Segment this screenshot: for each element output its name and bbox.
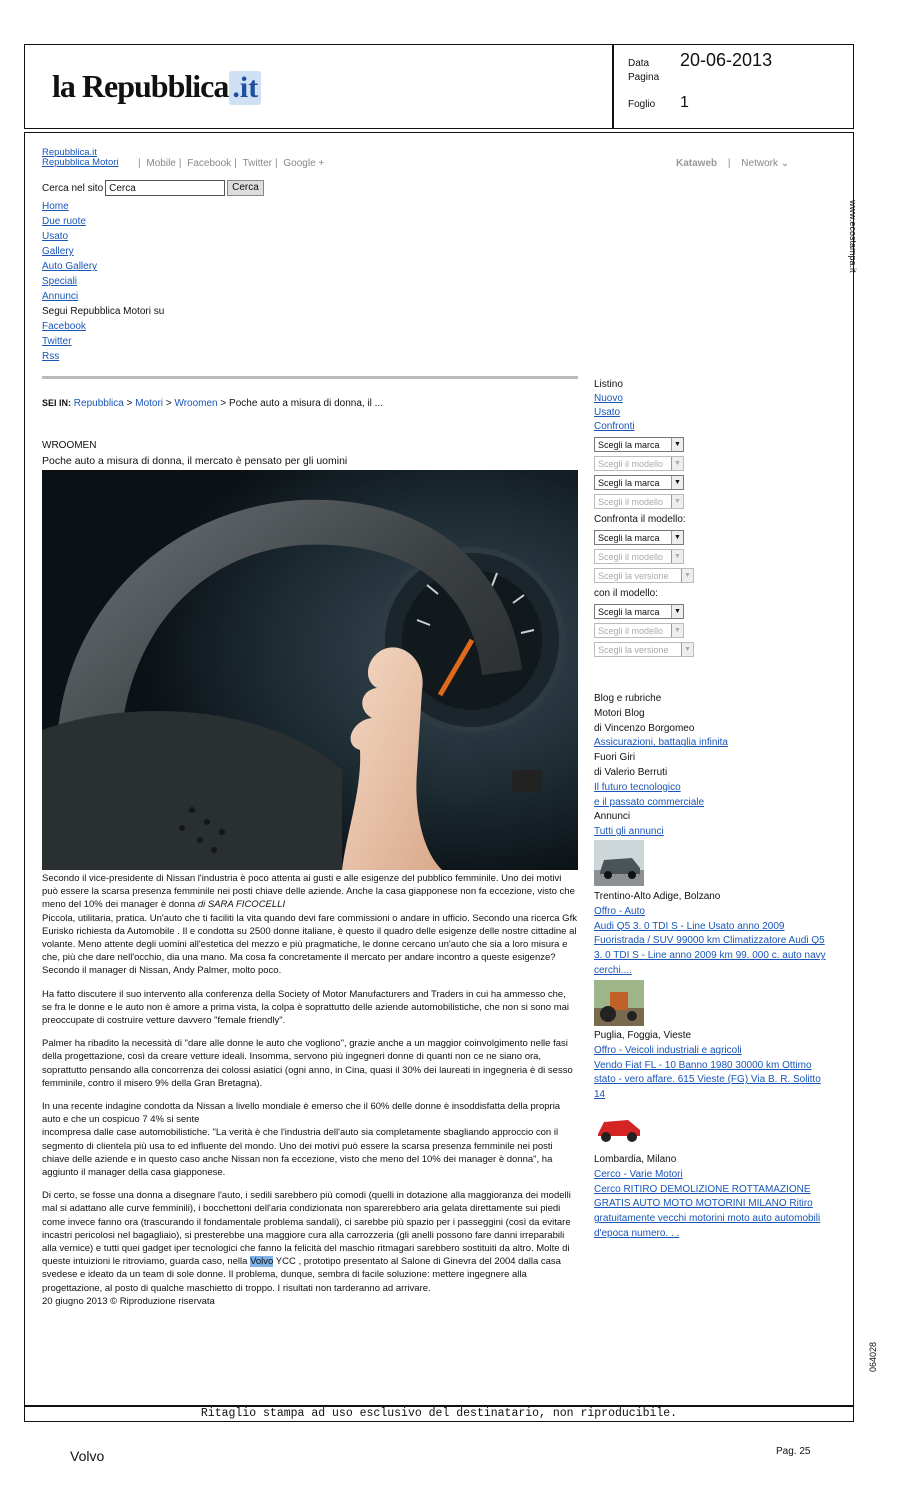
- ad-1-location: Trentino-Alto Adige, Bolzano: [594, 891, 721, 902]
- ad-1: [594, 890, 834, 979]
- tractor-photo-icon: [594, 980, 644, 1026]
- blog-2-author: di Valerio Berruti: [594, 766, 668, 778]
- select-model-3[interactable]: Scegli il modello ▼: [594, 549, 684, 564]
- article-footer: 20 giugno 2013 © Riproduzione riservata: [42, 1295, 215, 1307]
- with-label: con il modello:: [594, 588, 658, 599]
- dropdown-arrow-icon: ▼: [671, 605, 683, 618]
- ads-all-link[interactable]: Tutti gli annunci: [594, 826, 664, 838]
- sheet-value: 1: [680, 94, 689, 111]
- dropdown-arrow-icon: ▼: [671, 495, 683, 508]
- compare-label: Confronta il modello:: [594, 514, 686, 525]
- nav-item-auto-gallery[interactable]: Auto Gallery: [42, 261, 98, 272]
- steering-wheel-photo: [42, 470, 578, 870]
- header-divider: [612, 44, 614, 129]
- listino-link-nuovo[interactable]: Nuovo: [594, 393, 623, 404]
- search-button[interactable]: Cerca: [227, 180, 264, 196]
- dropdown-arrow-icon: ▼: [671, 457, 683, 470]
- ad-3-category[interactable]: Cerco - Varie Motori: [594, 1168, 683, 1180]
- article-paragraph-1: Secondo il vice-presidente di Nissan l'industria è poco attenta ai gusti e alle esigenze del pubblico femminile. Uno dei motivi può essere la scarsa presenza femminile nei posti chiave delle aziende. Anche la casa giapponese non fa eccezione, visto che meno del 10% dei manager è donna: [42, 873, 575, 911]
- listino-panel: [594, 378, 834, 661]
- search-label: Cerca nel sito: [42, 182, 104, 194]
- search-bar: [42, 180, 264, 196]
- select-brand-2[interactable]: Scegli la marca ▼: [594, 475, 684, 490]
- nav-item-gallery[interactable]: Gallery: [42, 246, 74, 257]
- blog-2-link-2[interactable]: e il passato commerciale: [594, 796, 705, 808]
- select-brand-4[interactable]: Scegli la marca ▼: [594, 604, 684, 619]
- dropdown-arrow-icon: ▼: [671, 476, 683, 489]
- dropdown-arrow-icon: ▼: [681, 569, 693, 582]
- select-brand-1[interactable]: Scegli la marca ▼: [594, 437, 684, 452]
- select-model-4[interactable]: Scegli il modello ▼: [594, 623, 684, 638]
- blog-2-name: Fuori Giri: [594, 752, 636, 764]
- listino-link-usato[interactable]: Usato: [594, 407, 621, 418]
- social-twitter[interactable]: Twitter: [42, 336, 72, 347]
- topnav: Repubblica.it Repubblica Motori | Mobile | Facebook | Twitter | Google + Kataweb | Network ⌄: [42, 147, 790, 169]
- article-title: Poche auto a misura di donna, il mercato è pensato per gli uomini: [42, 455, 348, 467]
- article-image: [42, 470, 578, 870]
- article-paragraph-2: Piccola, utilitaria, pratica. Un'auto che ti faciliti la vita quando devi fare commissioni o andare in ufficio. Secondo una ricerca Gfk Eurisko richiesta da Automobile . Il e condotta su 2500 donne italiane, è questo il quadro delle esigenze delle nostre cittadine al volante. Meno attente degli uomini all'estetica del mezzo e più pragmatiche, le donne cercano un'auto che sia a loro misura e che, più che dare nell'occhio, dia una mano. Ma cosa fa concretamente il mercato per andare incontro a queste esigenze? Secondo il manager di Nissan, Andy Palmer, molto poco.: [42, 912, 577, 977]
- topnav-link-motori[interactable]: Repubblica Motori: [42, 157, 119, 168]
- nav-item-speciali[interactable]: Speciali: [42, 276, 78, 287]
- blog-1-link[interactable]: Assicurazioni, battaglia infinita: [594, 737, 728, 749]
- reproduction-notice: Ritaglio stampa ad uso esclusivo del destinatario, non riproducibile.: [200, 1407, 678, 1420]
- topnav-link-googleplus[interactable]: Google +: [283, 158, 325, 169]
- kataweb-logo[interactable]: Kataweb: [676, 158, 718, 169]
- dropdown-arrow-icon: ▼: [671, 624, 683, 637]
- header-meta: [628, 50, 848, 116]
- side-margin-code: 064028: [868, 1341, 878, 1372]
- social-facebook[interactable]: Facebook: [42, 321, 86, 332]
- social-rss[interactable]: Rss: [42, 351, 60, 362]
- dropdown-arrow-icon: ▼: [671, 550, 683, 563]
- blog-1-name: Motori Blog: [594, 707, 645, 719]
- article-paragraph-5b: incompresa dalle case automobilistiche. "La verità è che l'industria dell'auto sia completamente sbagliando approccio con il segmento di clientela più usa to ed influente del mondo. Uno dei motivi può essere la scarsa presenza femminile nei posti chiave delle aziende e in questo caso anche Nissan non fa eccezione, visto che meno del 10% dei manager è donna", ha aggiunto il manager della casa giapponese.: [42, 1127, 559, 1179]
- ad-3-text[interactable]: Cerco RITIRO DEMOLIZIONE ROTTAMAZIONE GRATIS AUTO MOTO MOTORINI MILANO Ritiro gratuitamente vecchi motorini moto auto automobili d'epoca numero. . .: [594, 1183, 821, 1239]
- listino-link-confronti[interactable]: Confronti: [594, 421, 635, 432]
- breadcrumb-prefix: SEI IN:: [42, 398, 72, 408]
- dropdown-arrow-icon: ▼: [671, 531, 683, 544]
- ad-2-location: Puglia, Foggia, Vieste: [594, 1030, 692, 1041]
- ad-3: [594, 1153, 834, 1242]
- breadcrumb-repubblica[interactable]: Repubblica: [73, 398, 124, 409]
- blog-1-author: di Vincenzo Borgomeo: [594, 722, 695, 734]
- nav-item-due-ruote[interactable]: Due ruote: [42, 216, 86, 227]
- ad-2-text[interactable]: Vendo Fiat FL - 10 Banno 1980 30000 km Ottimo stato - vero affare. 615 Vieste (FG) Via B. R. Solitto 14: [594, 1059, 821, 1101]
- nav-item-home[interactable]: Home: [42, 201, 69, 212]
- blog-title: Blog e rubriche: [594, 693, 662, 704]
- ad-3-location: Lombardia, Milano: [594, 1154, 677, 1165]
- article-paragraph-5a: In una recente indagine condotta da Nissan a livello mondiale è emerso che il 60% delle donne è insoddisfatta della propria auto e che un cospicuo 7 4% si sente: [42, 1101, 561, 1126]
- ad-2: [594, 1029, 834, 1103]
- ad-2-category[interactable]: Offro - Veicoli industriali e agricoli: [594, 1044, 742, 1056]
- breadcrumb-rule: [42, 376, 578, 379]
- toy-car-icon: [594, 1110, 644, 1146]
- logo-main: la Repubblica: [52, 68, 229, 104]
- search-input[interactable]: Cerca: [105, 180, 225, 196]
- ad-3-thumbnail[interactable]: [594, 1110, 644, 1146]
- dropdown-arrow-icon: ▼: [671, 438, 683, 451]
- select-model-1[interactable]: Scegli il modello ▼: [594, 456, 684, 471]
- article-body: [42, 872, 578, 1308]
- ads-title: Annunci: [594, 811, 631, 823]
- car-photo-icon: [594, 840, 644, 886]
- page-label: Pagina: [628, 72, 660, 83]
- topnav-link-mobile[interactable]: Mobile: [146, 158, 176, 169]
- dropdown-arrow-icon: ▼: [681, 643, 693, 656]
- left-nav: [42, 199, 164, 364]
- breadcrumb-current: Poche auto a misura di donna, il ...: [229, 398, 384, 409]
- article-paragraph-6b: YCC , prototipo presentato al Salone di Ginevra del 2004 dalla casa svedese e ideato da un team di sole donne. Il problema, dunque, sembra di facile soluzione: mettere ingegnere alla progettazione, al posto di qualche maschietto di troppo. I risultati non tarderanno ad arrivare.: [42, 1256, 561, 1294]
- topnav-link-repubblica[interactable]: Repubblica.it: [42, 147, 97, 158]
- blog-panel: [594, 692, 834, 840]
- date-label: Data: [628, 58, 650, 69]
- ad-1-thumbnail[interactable]: [594, 840, 644, 886]
- article-paragraph-6: Di certo, se fosse una donna a disegnare l'auto, i sedili sarebbero più comodi (quelli in dotazione alla maggioranza dei modelli mal si adattano alle curve femminili), i bocchettoni dell'aria condizionata non sparerebbero aria gelata direttamente sui piedi come invece fanno ora (trascurando il fondamentale problema sandali), ci sarebbe più spazio per i passeggini (così da evitare incastri pericolosi nel bagagliaio), si presterebbe una maggiore cura alla carrozzeria (gli anelli possono fare danni irreparabili alla vernice) e tutti quei gadget iper tecnologici che fanno la felicità del maschio ritmagari sarebbero sostituiti da altro. Molte di queste intuizioni le ritroviamo, guarda caso, nella: [42, 1190, 571, 1268]
- network-menu[interactable]: Network: [741, 158, 778, 169]
- chevron-down-icon: ⌄: [780, 158, 790, 169]
- footer-left: Volvo: [70, 1448, 105, 1464]
- breadcrumb: SEI IN: Repubblica > Motori > Wroomen > Poche auto a misura di donna, il ...: [42, 398, 384, 409]
- topnav-link-facebook[interactable]: Facebook: [187, 158, 232, 169]
- topnav-link-twitter[interactable]: Twitter: [242, 158, 273, 169]
- article-author: di SARA FICOCELLI: [197, 899, 286, 911]
- sheet-label: Foglio: [628, 99, 656, 110]
- listino-title: Listino: [594, 379, 623, 390]
- article-section: WROOMEN: [42, 440, 97, 451]
- ad-1-text[interactable]: Audi Q5 3. 0 TDI S - Line Usato anno 2009 Fuoristrada / SUV 99000 km Climatizzatore Audi Q5 3. 0 TDI S - Line anno 2009 km 99. 000 c. auto navy cerchi....: [594, 920, 826, 976]
- select-model-2[interactable]: Scegli il modello ▼: [594, 494, 684, 509]
- ad-1-category[interactable]: Offro - Auto: [594, 905, 645, 917]
- select-brand-3[interactable]: Scegli la marca ▼: [594, 530, 684, 545]
- highlight-volvo: Volvo: [250, 1256, 274, 1268]
- blog-2-link-1[interactable]: Il futuro tecnologico: [594, 781, 681, 793]
- logo: [52, 68, 261, 105]
- follow-label: Segui Repubblica Motori su: [42, 306, 165, 317]
- select-version-3[interactable]: Scegli la versione ▼: [594, 568, 694, 583]
- nav-item-usato[interactable]: Usato: [42, 231, 69, 242]
- side-margin-text: www.ecostampa.it: [848, 200, 858, 273]
- article-paragraph-4: Palmer ha ribadito la necessità di "dare alle donne le auto che vogliono", grazie anche a un maggior coinvolgimento nelle fasi della progettazione, così da creare vetture ideali. Insomma, servono più ingegneri donne di quanti non ce ne siano ora, soprattutto pensando alla concorrenza dei colossi asiatici (ogni anno, in Cina, quasi il 30% dei laureati in ingegneria è di sesso femminile, contro il misero 9% della Gran Bretagna).: [42, 1038, 573, 1089]
- footer-right: Pag. 25: [776, 1446, 811, 1457]
- nav-item-annunci[interactable]: Annunci: [42, 291, 79, 302]
- ad-2-thumbnail[interactable]: [594, 980, 644, 1026]
- breadcrumb-motori[interactable]: Motori: [135, 398, 164, 409]
- date-value: 20-06-2013: [680, 50, 773, 70]
- breadcrumb-wroomen[interactable]: Wroomen: [174, 398, 218, 409]
- logo-ext: .it: [229, 71, 261, 105]
- select-version-4[interactable]: Scegli la versione ▼: [594, 642, 694, 657]
- article-paragraph-3: Ha fatto discutere il suo intervento alla conferenza della Society of Motor Manufacturers and Traders in cui ha ammesso che, se fra le donne e le auto non è amore a prima vista, la colpa è soprattutto delle aziende automobilistiche, che non si sono mai preoccupate di costruire vetture davvero "female friendly".: [42, 988, 570, 1027]
